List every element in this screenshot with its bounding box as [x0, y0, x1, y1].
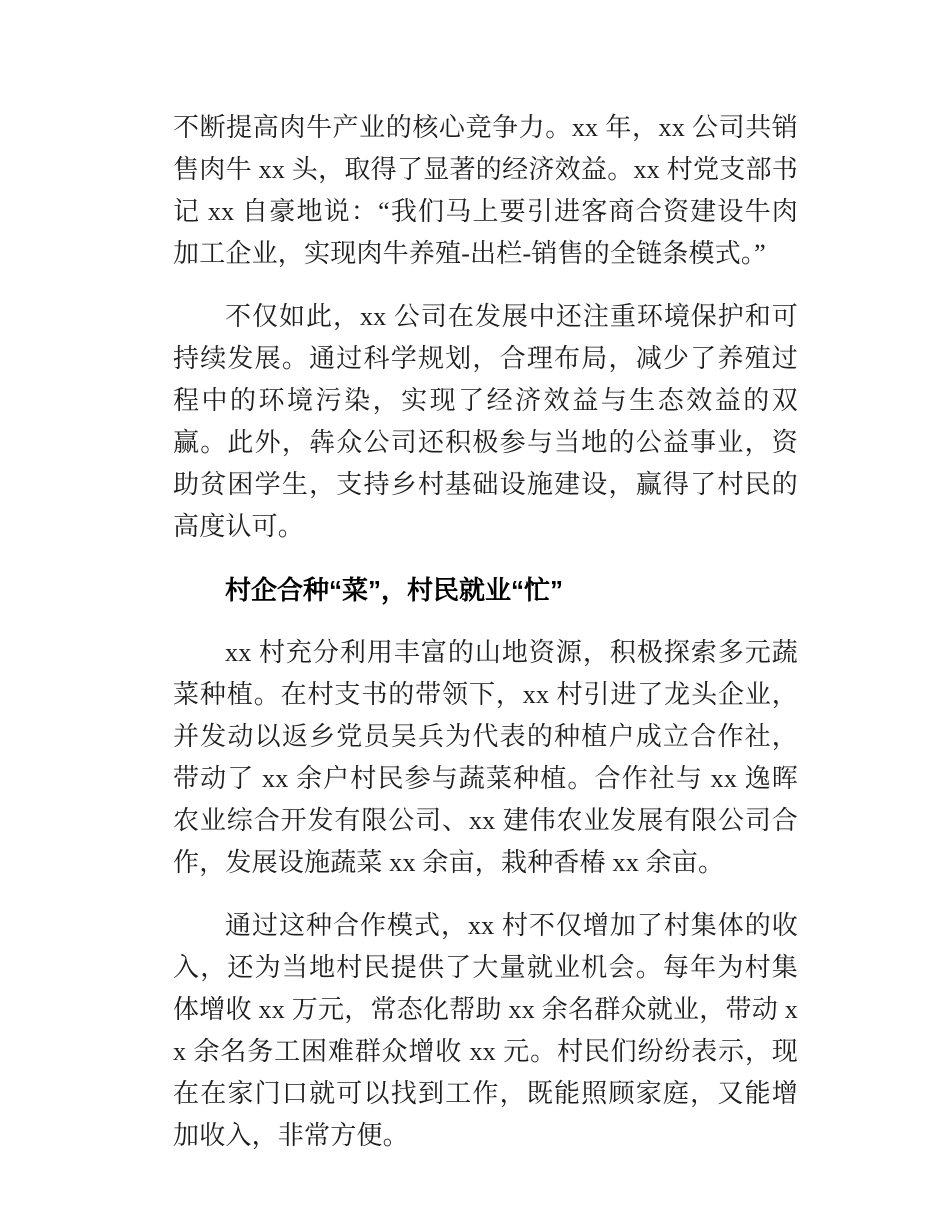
body-paragraph-continuation: 不断提高肉牛产业的核心竞争力。xx 年，xx 公司共销售肉牛 xx 头，取得了显著的经济效益。xx 村党支部书记 xx 自豪地说：“我们马上要引进客商合资建设牛肉加工企业，实现肉牛养殖-出栏-销售的全链条模式。”: [173, 113, 798, 268]
body-paragraph: 通过这种合作模式，xx 村不仅增加了村集体的收入，还为当地村民提供了大量就业机会。每年为村集体增收 xx 万元，常态化帮助 xx 余名群众就业，带动 xx 余名务工困难群众增收 xx 元。村民们纷纷表示，现在在家门口就可以找到工作，既能照顾家庭，又能增加收入，非常方便。: [173, 911, 798, 1150]
body-paragraph: 不仅如此，xx 公司在发展中还注重环境保护和可持续发展。通过科学规划，合理布局，减少了养殖过程中的环境污染，实现了经济效益与生态效益的双赢。此外，犇众公司还积极参与当地的公益事业，资助贫困学生，支持乡村基础设施建设，赢得了村民的高度认可。: [173, 302, 798, 541]
section-heading: 村企合种“菜”，村民就业“忙”: [225, 575, 564, 605]
body-paragraph: xx 村充分利用丰富的山地资源，积极探索多元蔬菜种植。在村支书的带领下，xx 村引进了龙头企业，并发动以返乡党员吴兵为代表的种植户成立合作社，带动了 xx 余户村民参与蔬菜种植。合作社与 xx 逸晖农业综合开发有限公司、xx 建伟农业发展有限公司合作，发展设施蔬菜 xx 余亩，栽种香椿 xx 余亩。: [173, 638, 798, 877]
